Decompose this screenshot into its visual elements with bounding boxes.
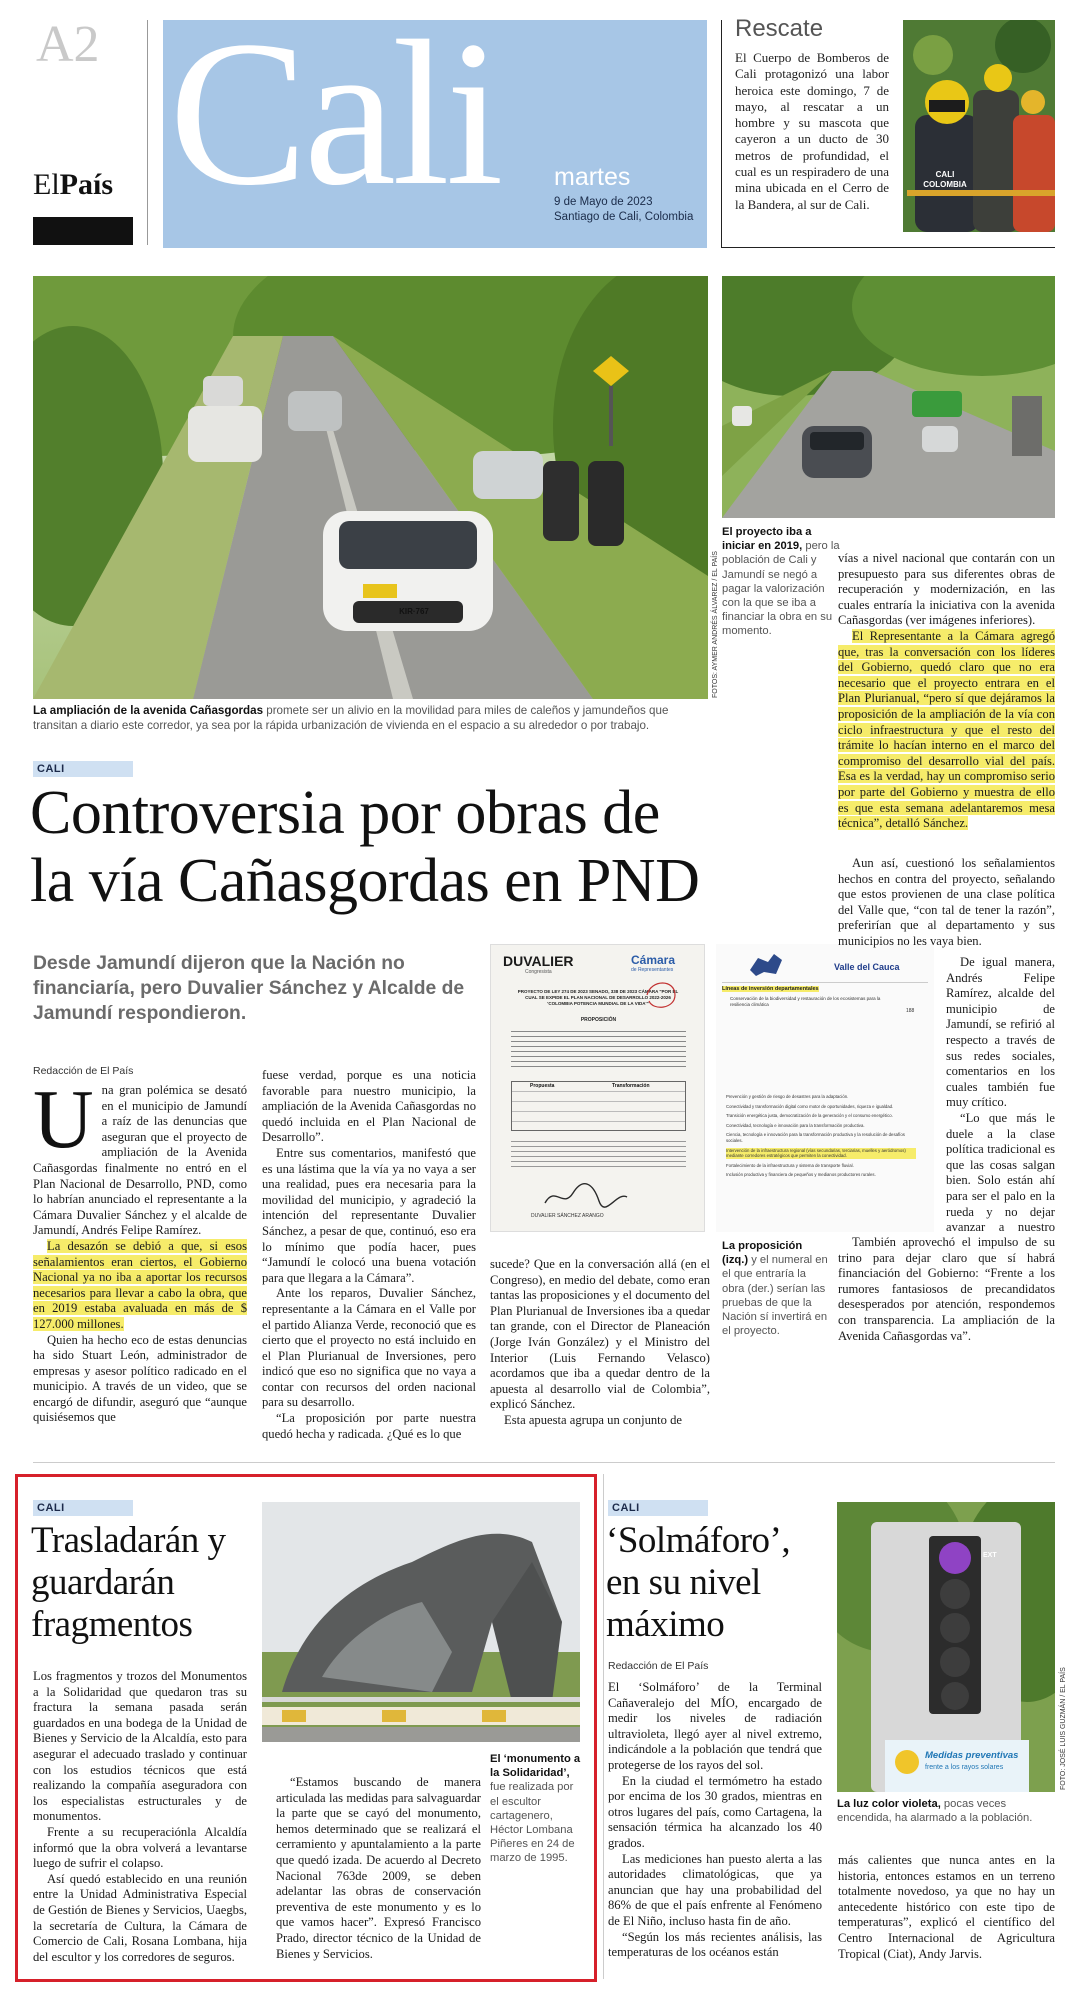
- brand-bar: [33, 217, 133, 245]
- helmet-text: CALI COLOMBIA: [923, 170, 967, 189]
- monument-illustration: [262, 1502, 580, 1742]
- solmaforo-caption-bold: La luz color violeta,: [837, 1798, 941, 1810]
- bottom-left-p4: “Estamos buscando de manera articulada las medidas para salvaguardar la parte que se cayó del monumento, hemos determinado que se realizará el cerramiento y apuntalamiento a la parte que quedó izada. De acuerdo al Decreto Nacional 763de 2009, se deben adelantar las obras de conservación preventiva de este monumento y es lo que vamos hacer”. Expresó Francisco Prado, director técnico de la Unidad de Bienes y Servicios.: [276, 1775, 481, 1961]
- bottom-left-column-2: [276, 1775, 481, 1975]
- bottom-right-byline: Redacción de El País: [608, 1660, 709, 1672]
- stamp-mark: [641, 975, 681, 1015]
- side-photo-caption-bold: El proyecto iba a iniciar en 2019,: [722, 526, 812, 553]
- main-story-byline: Redacción de El País: [33, 1065, 134, 1077]
- bottom-right-p4: “Según los más recientes análisis, las temperaturas de los océanos están: [608, 1929, 822, 1960]
- page-number: A2: [36, 16, 100, 73]
- main-story-c1-highlight: [33, 1239, 247, 1333]
- bottom-right-p1: El ‘Solmáforo’ de la Terminal Cañaveralejo del MÍO, encargado de medir los niveles de radiación ultravioleta, llegó ayer al nivel extremo, indicándole a la población que tendrá que protegerse de los rayos del sol.: [608, 1680, 822, 1772]
- bottom-right-p2: En la ciudad el termómetro ha estado por encima de los 30 grados, mientras en otros lugares del país, como Cartagena, la sensación térmica ha alcanzado los 40 grados.: [608, 1773, 822, 1850]
- side-road-photo: [722, 276, 1055, 518]
- rescate-body: El Cuerpo de Bomberos de Cali protagonizó una labor heroica este domingo, 7 de mayo, al rescatar a un hombre y su mascota que cayeron a un ducto de 30 metros de profundidad, el cual es un respiradero de una mina ubicada en el Cerro de la Bandera, al sur de Cali.: [735, 50, 889, 212]
- photo-credit: FOTOS: AYMER ANDRÉS ÁLVAREZ / EL PAÍS: [712, 551, 719, 698]
- bottom-right-column-2: [838, 1853, 1055, 1974]
- side-photo-caption: [722, 525, 842, 639]
- doc2-item: Conectividad, tecnología e innovación para la transformación productiva.: [726, 1122, 865, 1128]
- main-photo-caption: [33, 704, 708, 733]
- bottom-left-kicker: CALI: [33, 1500, 133, 1516]
- doc2-item: Inclusión productiva y financiera de pequeños y medianos productores rurales.: [726, 1172, 876, 1178]
- drop-cap: U: [33, 1083, 94, 1166]
- documents-caption: [722, 1239, 830, 1338]
- map-icon: [746, 952, 786, 978]
- bottom-right-kicker: CALI: [608, 1500, 708, 1516]
- main-story-deck: Desde Jamundí dijeron que la Nación no financiaría, pero Duvalier Sánchez y Alcalde de Jamundí respondieron.: [33, 953, 465, 1024]
- main-story-column-2: [262, 1068, 476, 1448]
- road-illustration: [33, 276, 708, 699]
- main-story-column-1: [33, 1083, 247, 1448]
- side-road-illustration: [722, 276, 1055, 518]
- doc1-logo: DUVALIER: [503, 953, 574, 969]
- main-story-c4-p3: Aun así, cuestionó los señalamientos hechos en contra del proyecto, señalando que estos provienen de una clase política del Valle que, “con tal de tener la razón”, preferirían que al departamento y sus municipios no les vaya bien.: [838, 856, 1055, 948]
- main-story-c1-p3: Quien ha hecho eco de estas denuncias ha sido Stuart León, administrador de empresas y asesor político radicado en el municipio. A través de un video, que se encargó de difundir, aseguró que “aunque quisiésemos que: [33, 1332, 247, 1425]
- doc1-table: [511, 1081, 686, 1131]
- section-divider: [33, 1462, 1055, 1463]
- bottom-right-p5: más calientes que nunca antes en la historia, entonces estamos en un terreno totalmente novedoso, ya que no hay un antecedente histórico con este tipo de temperaturas”, explicó el científico del Centro Internacional de Agricultura Tropical (Ciat), Andy Jarvis.: [838, 1853, 1055, 1961]
- brand-logo-el: El: [33, 168, 60, 201]
- doc1-text-lines: [511, 1031, 686, 1071]
- sign-subtitle: frente a los rayos solares: [925, 1764, 1004, 1771]
- main-story-c2-p1: fuese verdad, porque es una noticia favorable para nuestro municipio, la ampliación de la Avenida Cañasgordas no quedó incluida en el Plan Nacional de Desarrollo”.: [262, 1068, 476, 1145]
- highlight-text: La desazón se debió a que, si esos señalamientos eran ciertos, el Gobierno Nacional ya no iba a aportar los recursos necesarios para llevar a cabo la obra, que en 2019 estaba avaluada en más de $ 127.000 millones.: [33, 1238, 247, 1331]
- main-photo-caption-text: promete ser un alivio en la movilidad para miles de caleños y jamundeños que transitan a diario este corredor, ya sea por la rápida urbanización de vivienda en el espacio a su alrededor o por trabajo.: [33, 704, 669, 732]
- main-story-c2-p3: Ante los reparos, Duvalier Sánchez, representante a la Cámara en el Valle por el partido Alianza Verde, reconoció que es cierto que el proyecto no está incluido en el Plan Plurianual de Inversiones, pero indicó que eso no significa que no vaya a contar con recursos del orden nacional para su desarrollo.: [262, 1286, 476, 1410]
- solmaforo-light-label: EXT: [983, 1552, 997, 1559]
- doc1-heading: PROYECTO DE LEY 274 DE 2023 SENADO, 338 DE 2023 CÁMARA "POR EL CUAL SE EXPIDE EL PLAN NACIONAL DE DESARROLLO 2022-2026 'COLOMBIA POTENCIA MUNDIAL DE LA VIDA'": [517, 989, 679, 1006]
- rescate-photo: [903, 20, 1055, 232]
- masthead-date: 9 de Mayo de 2023: [554, 196, 653, 208]
- bottom-right-column-1: [608, 1680, 822, 1974]
- solmaforo-caption: [837, 1797, 1055, 1825]
- doc2-number: 188: [906, 1008, 915, 1014]
- bottom-column-divider: [603, 1474, 604, 1979]
- doc2-item1: Conservación de la biodiversidad y restauración de los ecosistemas para la resiliencia climática: [730, 996, 881, 1007]
- main-road-photo: [33, 276, 708, 699]
- main-story-kicker: CALI: [33, 761, 133, 777]
- highlight-text: El Representante a la Cámara agregó que, tras la conversación con los líderes del Gobierno, quedó claro que no era necesario que el proyecto entrara en el Plan Plurianual, “pero sí que dejáramos la proposición de la ampliación de la vía con ciclo infraestructura y que el resto del trámite lo hacían interno en el marco del compromiso del desarrollo vial del país. Esa es la verdad, hay un compromiso serio por parte del Gobierno y muestra de ello es que esta semana adelantaremos mesa técnica”, detalló Sánchez.: [838, 628, 1055, 831]
- doc1-more-lines: [511, 1141, 686, 1167]
- doc1-sign: DUVALIER SÁNCHEZ ARANGO: [531, 1213, 604, 1219]
- doc1-camara: Cámara: [631, 953, 676, 967]
- monument-caption-text: fue realizada por el escultor cartagenero, Héctor Lombana Piñeres en 24 de marzo de 1995.: [490, 1781, 575, 1865]
- brand-logo-pais: País: [59, 168, 114, 201]
- main-photo-caption-bold: La ampliación de la avenida Cañasgordas: [33, 704, 264, 717]
- main-story-c4-p4: De igual manera, Andrés Felipe Ramírez, alcalde del municipio de Jamundí, se refirió al respecto a través de sus redes sociales, comentarios en los cuales también fue muy crítico.: [946, 955, 1055, 1110]
- main-story-c4-highlight: [838, 629, 1055, 832]
- brand-logo: [33, 168, 113, 202]
- main-story-column-3: [490, 1257, 710, 1448]
- masthead-banner: [163, 20, 707, 248]
- doc1-table-header-2: Transformación: [612, 1083, 650, 1089]
- doc2-item: Ciencia, tecnología e innovación para la transformación productiva y la resolución de desafíos sociales.: [726, 1132, 905, 1143]
- firefighters-illustration: [903, 20, 1055, 232]
- doc2-item: Fortalecimiento de la infraestructura y sistema de transporte fluvial.: [726, 1162, 854, 1168]
- doc2-item: Prevención y gestión de riesgo de desastres para la adaptación.: [726, 1094, 849, 1099]
- doc2-item: Conectividad y transformación digital como motor de oportunidades, riqueza e igualdad.: [726, 1103, 894, 1109]
- signature-mark: [541, 1181, 631, 1211]
- monument-caption-bold: El ‘monumento a la Solidaridad’,: [490, 1753, 581, 1780]
- solmaforo-illustration: [837, 1502, 1055, 1792]
- masthead-city: Santiago de Cali, Colombia: [554, 211, 694, 223]
- monument-photo: [262, 1502, 580, 1742]
- solmaforo-photo: [837, 1502, 1055, 1792]
- main-story-column-4: [838, 551, 1055, 856]
- main-story-column-4-continued: [838, 856, 1055, 955]
- doc2-title: Valle del Cauca: [834, 962, 900, 972]
- bottom-left-p2: Frente a su recuperaciónla Alcaldía informó que la obra volverá a levantarse luego de sufrir el colapso.: [33, 1824, 247, 1871]
- bottom-right-p3: Las mediciones han puesto alerta a las autoridades climatológicas, que ya anuncian que hay una probabilidad del 86% de que el país enfrente al Fenómeno de El Niño, incluso hasta fin de año.: [608, 1851, 822, 1928]
- proposal-document: [490, 944, 705, 1232]
- bottom-left-p3: Así quedó establecido en una reunión entre la Unidad Administrativa Especial de Gestión de Bienes y Servicios, Uaegbs, la secretaría de Cultura, la Cámara de Comercio de Cali, Rosana Lombana, hija del escultor y los corredores de seguros.: [33, 1871, 247, 1964]
- main-headline-line-2: la vía Cañasgordas en PND: [30, 847, 700, 915]
- section-title: Cali: [169, 20, 500, 228]
- main-story-c3-p1: sucede? Que en la conversación allá (en el Congreso), en medio del debate, como eran tantas las proposiciones y el documento del Plan Plurianual de Inversiones iba a quedar tan grande, con el Director de Planeación (Jorge Iván González) y el Ministro del Interior (Luis Fernando Velasco) acordamos que iba a quedar dentro de la apuesta al desarrollo vial de Colombia”, explicó Sánchez.: [490, 1257, 710, 1412]
- main-story-column-4-narrow: [946, 955, 1055, 1235]
- main-story-c3-p2: Esta apuesta agrupa un conjunto de: [504, 1412, 683, 1427]
- doc2-heading: Líneas de inversión departamentales: [722, 986, 819, 992]
- doc2-item-highlight: Intervención de la infraestructura regional (vías secundarias, terciarias, muelles y aeródromos) mediante corredores estratégicos que permiten la conectividad.: [726, 1148, 916, 1159]
- bottom-left-p1: Los fragmentos y trozos del Monumentos a la Solidaridad que quedaron tras su fractura la semana pasada serán guardados en una bodega de la Unidad de Bienes y Servicio de la Alcaldía, esto para asegurar el adecuado traslado y continuar con los estudios técnicos que está realizando la compañía aseguradora con los especialistas estructurales y de monumentos.: [33, 1669, 247, 1824]
- side-photo-caption-text: pero la población de Cali y Jamundí se negó a pagar la valorización con la que se iba a financiar la obra en su momento.: [722, 540, 840, 638]
- main-story-c1-first: na gran polémica se desató en el municipio de Jamundí a raíz de las denuncias que aseguran que el proyecto de ampliación de la Avenida Cañasgordas finalmente no entró en el Plan Nacional de Desarrollo, PND, como lo habrían anunciado el representante a la Cámara Duvalier Sánchez y el alcalde de Jamundí, Andrés Felipe Ramírez.: [33, 1083, 247, 1238]
- solmaforo-photo-credit: FOTO: JOSÉ LUIS GUZMÁN / EL PAÍS: [1060, 1667, 1067, 1790]
- main-story-c4-p6: También aprovechó el impulso de su trino para dejar claro que sí habrá financiación del Gobierno: “Frente a los rumores fantasiosos de precandidatos desesperados por atención, respondemos con transparencia. La ampliación de la Avenida Cañasgordas va”.: [838, 1235, 1055, 1343]
- bottom-right-headline: ‘Solmáforo’, en su nivel máximo: [606, 1520, 791, 1645]
- main-story-c2-p4: “La proposición por parte nuestra quedó hecha y radicada. ¿Qué es lo que: [262, 1411, 476, 1441]
- main-headline-line-1: Controversia por obras de: [30, 779, 660, 847]
- doc1-sub: PROPOSICIÓN: [580, 1017, 617, 1023]
- investment-lines-document: [716, 944, 934, 1232]
- bottom-left-column-1: [33, 1669, 247, 1974]
- doc1-table-header-1: Propuesta: [530, 1083, 555, 1089]
- documents-caption-bold: La proposición (izq.): [722, 1240, 803, 1267]
- doc2-item: Transición energética justa, democratización de la generación y el consumo energético.: [726, 1113, 893, 1119]
- doc2-items: [726, 1094, 916, 1178]
- main-story-c2-p2: Entre sus comentarios, manifestó que es una lástima que la vía ya no vaya a ser una realidad, pues era necesaria para la movilidad del municipio, y agradeció la intención del representante Duvalier Sánchez, a pesar de que, continuó, eso era lo mínimo que podía hacer, pues “Jamundí le colocó una buena votación para que llegara a la Cámara”.: [262, 1145, 476, 1285]
- bottom-left-headline: Trasladarán y guardarán fragmentos: [31, 1520, 226, 1645]
- main-story-c4-p1: vías a nivel nacional que contarán con un presupuesto para sus diferentes obras de recuperación y modernización, en las cuales entraría la iniciativa con la avenida Cañasgordas (ver imágenes inferiores).: [838, 551, 1055, 628]
- sign-title: Medidas preventivas: [925, 1750, 1019, 1761]
- masthead-day: martes: [554, 163, 631, 191]
- main-story-column-4-bottom: [838, 1235, 1055, 1448]
- rescate-title: Rescate: [735, 15, 824, 42]
- doc2-rule: [722, 982, 928, 983]
- main-story-c4-p5: “Lo que más le duele a la clase política tradicional es que las cosas salgan bien. Solo están ahí para ser el palo en la rueda y no dejar avanzar a nuestro: [946, 1110, 1055, 1235]
- documents-caption-text: y el numeral en el que entraría la obra (der.) serían las pruebas de que la Nación sí invertirá en el proyecto.: [722, 1254, 828, 1338]
- monument-caption: [490, 1752, 582, 1866]
- doc1-camara-sub: de Representantes: [631, 967, 674, 973]
- car-plate: KIR·767: [399, 607, 429, 616]
- doc1-logo-sub: Congresista: [525, 969, 552, 975]
- masthead-divider: [147, 20, 148, 245]
- solmaforo-caption-text: pocas veces encendida, ha alarmado a la población.: [837, 1798, 1033, 1825]
